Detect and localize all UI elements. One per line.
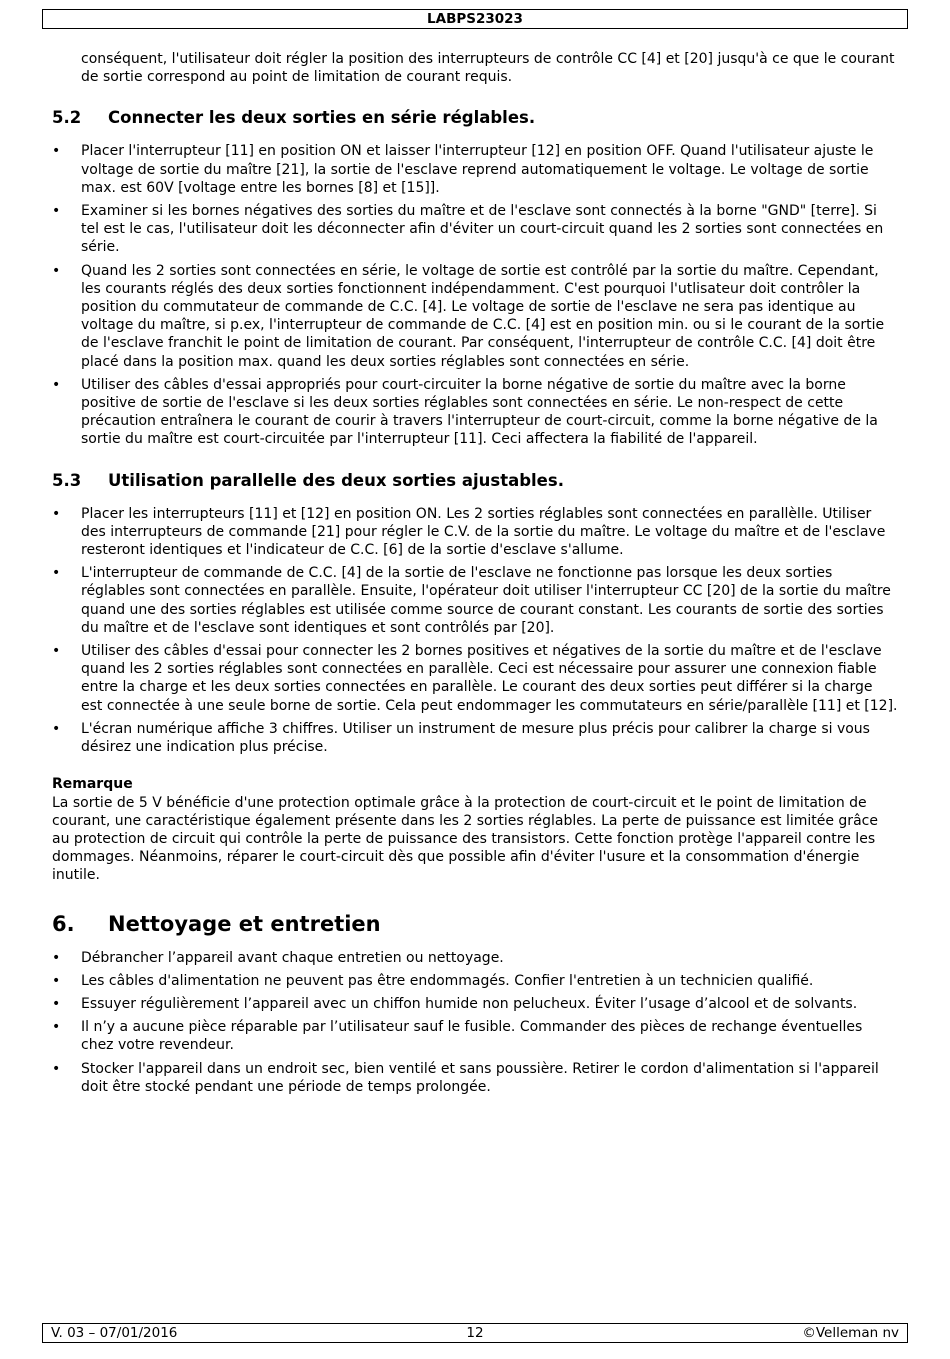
bullet-icon: • [52,720,61,737]
page-content [52,50,898,1101]
list-item [52,376,898,449]
section-heading-5-3 [52,471,898,491]
bullet-list-5-3 [52,505,898,757]
bullet-icon: • [52,949,61,966]
footer-copyright: ©Velleman nv [802,1325,899,1341]
list-item-text: L'interrupteur de commande de C.C. [4] de la sortie de l'esclave ne fonctionne pas lorsque les deux sorties réglables sont connectées en parallèle. Ensuite, l'opérateur doit utiliser l'interrupteur CC [20] de la sortie du maître quand une des sorties réglables est utilisée comme source de courant constant. Les courants de sortie des sorties du maître et de l'esclave sont identiques et sont contrôlés par [20]. [81,565,891,636]
remark-title: Remarque [52,776,133,793]
list-item [52,202,898,257]
list-item [52,720,898,756]
list-item [52,262,898,371]
list-item [52,642,898,715]
list-item [52,995,898,1013]
section-heading-5-2 [52,108,898,128]
section-heading-6 [52,911,898,937]
list-item-text: Placer les interrupteurs [11] et [12] en position ON. Les 2 sorties réglables sont connectées en parallèlle. Utiliser des interrupteurs de commande [21] pour régler le C.V. de la sortie du maître. Le voltage du maître et de l'esclave resteront identiques et l'indicateur de C.C. [6] de la sortie d'esclave s'allume. [81,505,886,559]
bullet-icon: • [52,505,61,522]
bullet-icon: • [52,1060,61,1077]
footer-version: V. 03 – 07/01/2016 [51,1325,178,1341]
list-item-text: Stocker l'appareil dans un endroit sec, bien ventilé et sans poussière. Retirer le cordon d'alimentation si l'appareil doit être stocké pendant une période de temps prolongée. [81,1060,879,1095]
list-item-text: Il n’y a aucune pièce réparable par l’utilisateur sauf le fusible. Commander des pièces de rechange éventuelles chez votre revendeur. [81,1019,863,1054]
section-title: Connecter les deux sorties en série réglables. [108,108,536,128]
bullet-list-5-2 [52,142,898,448]
list-item-text: Essuyer régulièrement l’appareil avec un chiffon humide non pelucheux. Éviter l’usage d’alcool et de solvants. [81,995,858,1012]
list-item-text: Examiner si les bornes négatives des sorties du maître et de l'esclave sont connectés à la borne "GND" [terre]. Si tel est le cas, l'utilisateur doit les déconnecter afin d'éviter un court-circuit quand les 2 sorties sont connectées en série. [81,203,884,256]
bullet-icon: • [52,995,61,1012]
document-title: LABPS23023 [427,11,523,27]
list-item-text: Quand les 2 sorties sont connectées en série, le voltage de sortie est contrôlé par la sortie du maître. Cependant, les courants réglés des deux sorties fonctionnent indépendamment. C'est pourquoi l'utlisateur doit contrôler la position du commutateur de commande de C.C. [4]. Le voltage de sortie de l'esclave ne sera pas identique au voltage du maître, si p.ex, l'interrupteur de commande de C.C. [4] est en position min. ou si le courant de la sortie de l'esclave franchit le point de limitation de courant. Par conséquent, l'interrupteur de contrôle C.C. [4] doit être placé dans la position max. quand les deux sorties réglables sont connectées en série. [81,262,885,370]
list-item-text: Utiliser des câbles d'essai appropriés pour court-circuiter la borne négative de sortie du maître avec la borne positive de sortie de l'esclave si les deux sorties réglables sont connectées en série. Le non-respect de cette précaution entraînera le courant de courir à travers l'interrupteur de court-circuit, comme la borne négative de la sortie du maître est court-circuitée par l'interrupteur [11]. Ceci affectera la fiabilité de l'appareil. [81,376,878,448]
section-title: Nettoyage et entretien [108,911,381,936]
section-title: Utilisation parallelle des deux sorties ajustables. [108,470,564,490]
bullet-icon: • [52,203,61,220]
bullet-icon: • [52,376,61,393]
list-item-text: Utiliser des câbles d'essai pour connecter les 2 bornes positives et négatives de la sortie du maître et de l'esclave quand les 2 sorties réglables sont connectées en parallèle. Ceci est nécessaire pour assurer une connexion fiable entre la charge et les deux sorties connectées en parallèle. Le courant des deux sorties peut différer si la charge est connectée à une seule borne de sortie. Cela peut endommager les commutateurs en série/parallèle [11] et [12]. [81,643,898,714]
page-footer [42,1323,908,1343]
page-header [42,9,908,29]
list-item [52,949,898,967]
list-item [52,1060,898,1096]
bullet-list-6 [52,949,898,1096]
list-item-text: Les câbles d'alimentation ne peuvent pas être endommagés. Confier l'entretien à un technicien qualifié. [81,972,814,989]
list-item [52,972,898,990]
list-item [52,505,898,560]
section-number: 5.3 [52,470,82,490]
list-item [52,1018,898,1054]
bullet-icon: • [52,972,61,989]
bullet-icon: • [52,565,61,582]
list-item-text: Placer l'interrupteur [11] en position ON et laisser l'interrupteur [12] en position OFF. Quand l'utilisateur ajuste le voltage de sortie du maître [21], la sortie de l'esclave reprend automatiquement le voltage. Le voltage de sortie max. est 60V [voltage entre les bornes [8] et [15]]. [81,143,874,196]
bullet-icon: • [52,643,61,660]
footer-page-number: 12 [466,1325,484,1341]
section-number: 6. [52,911,75,936]
list-item-text: Débrancher l’appareil avant chaque entretien ou nettoyage. [81,949,504,966]
remark-text: La sortie de 5 V bénéficie d'une protection optimale grâce à la protection de court-circuit et le point de limitation de courant, une caractéristique également présente dans les 2 sorties réglables. La perte de puissance est limitée grâce au protection de circuit qui contrôle la perte de puissance des transistors. Cette fonction protège l'appareil contre les dommages. Néanmoins, réparer le court-circuit dès que possible afin d'éviter l'usure et la consommation d'énergie inutile. [52,794,878,884]
bullet-icon: • [52,1019,61,1036]
list-item [52,564,898,637]
bullet-icon: • [52,262,61,279]
list-item [52,142,898,197]
intro-paragraph: conséquent, l'utilisateur doit régler la position des interrupteurs de contrôle CC [4] et [20] jusqu'à ce que le courant de sortie correspond au point de limitation de courant requis. [81,51,895,86]
section-number: 5.2 [52,108,82,128]
bullet-icon: • [52,143,61,160]
list-item-text: L'écran numérique affiche 3 chiffres. Utiliser un instrument de mesure plus précis pour calibrer la charge si vous désirez une indication plus précise. [81,720,870,756]
